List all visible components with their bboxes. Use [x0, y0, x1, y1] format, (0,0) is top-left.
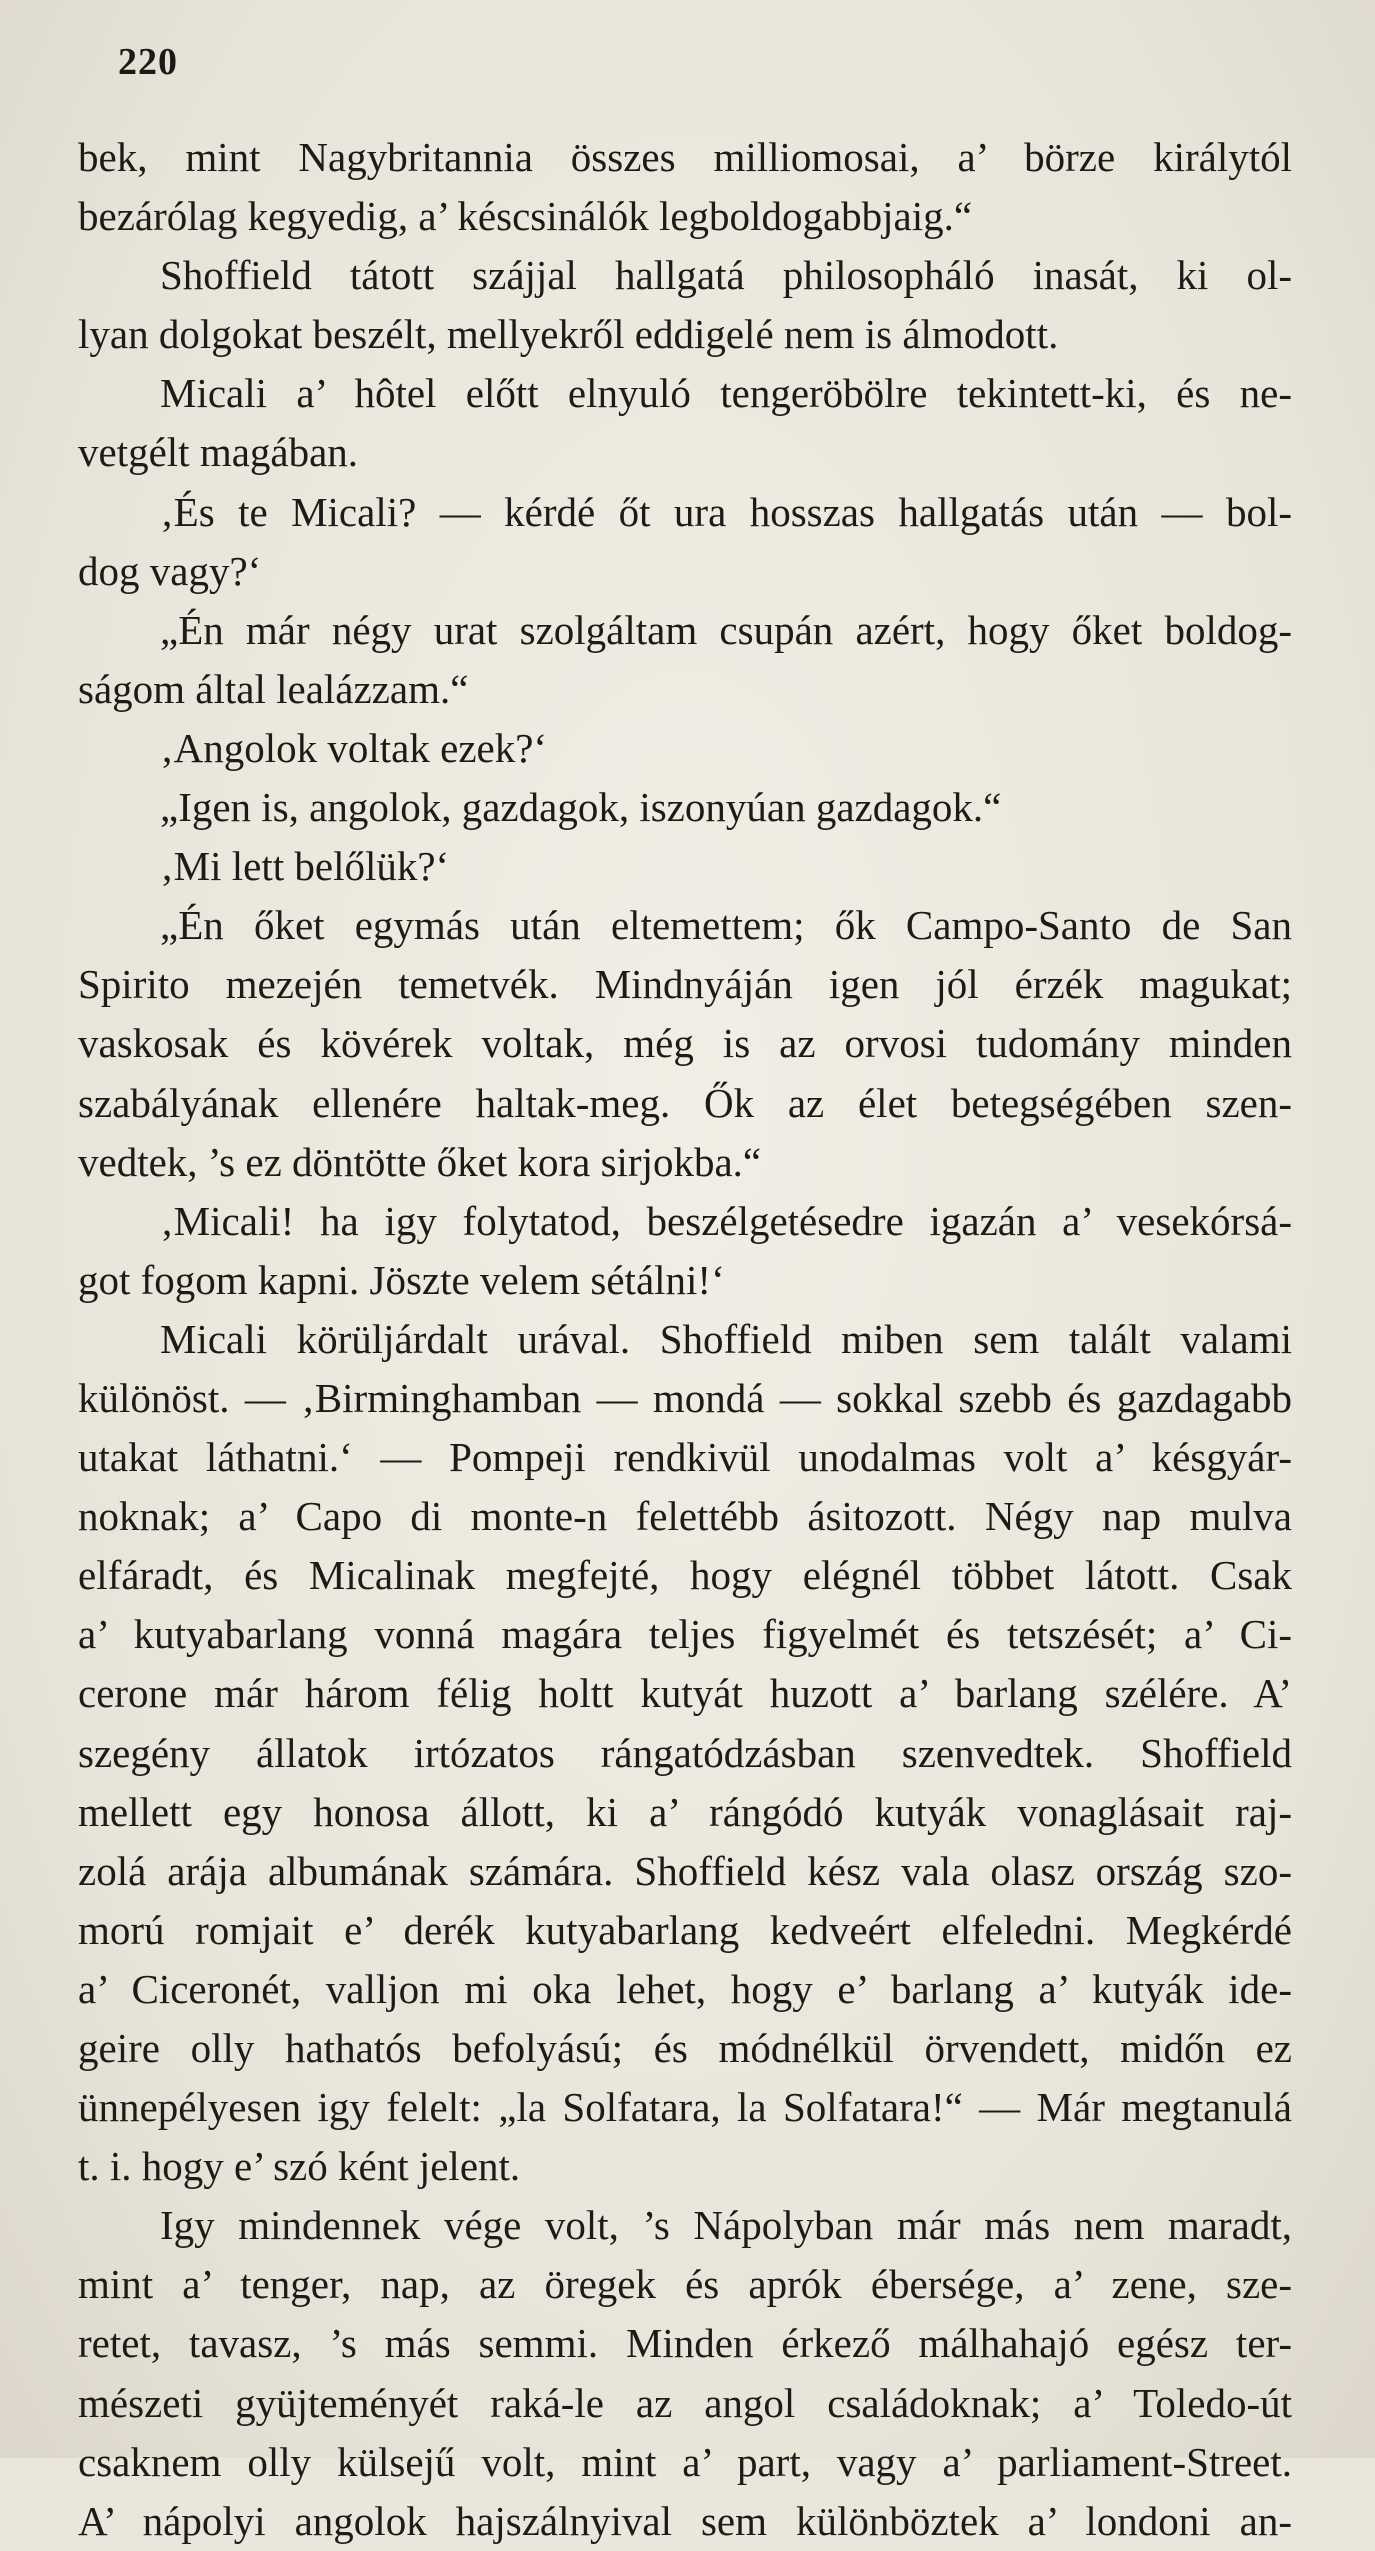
text-line: mellett egy honosa állott, ki a’ rángódó kutyák vonaglásait raj-: [78, 1788, 1292, 1835]
text-line: A’ nápolyi angolok hajszálnyival sem különböztek a’ londoni an-: [78, 2497, 1292, 2544]
text-line: „Igen is, angolok, gazdagok, iszonyúan gazdagok.“: [160, 784, 1002, 831]
text-line: csaknem olly külsejű volt, mint a’ part, vagy a’ parliament-Street.: [78, 2438, 1292, 2485]
text-line: szegény állatok irtózatos rángatódzásban szenvedtek. Shoffield: [78, 1729, 1292, 1776]
text-line: ‚És te Micali? — kérdé őt ura hosszas hallgatás után — bol-: [160, 488, 1292, 535]
text-line: vetgélt magában.: [78, 429, 359, 476]
text-line: Spirito mezején temetvék. Mindnyáján igen jól érzék magukat;: [78, 961, 1292, 1008]
text-line: morú romjait e’ derék kutyabarlang kedveért elfeledni. Megkérdé: [78, 1906, 1292, 1953]
text-line: bek, mint Nagybritannia összes milliomosai, a’ börze királytól: [78, 134, 1292, 180]
text-line: ünnepélyesen igy felelt: „la Solfatara, la Solfatara!“ — Már megtanulá: [78, 2084, 1292, 2131]
text-line: Igy mindennek vége volt, ’s Nápolyban már más nem maradt,: [160, 2202, 1292, 2249]
text-line: zolá arája albumának számára. Shoffield kész vala olasz ország szo-: [78, 1847, 1292, 1894]
text-line: különöst. — ‚Birminghamban — mondá — sokkal szebb és gazdagabb: [78, 1374, 1292, 1421]
text-line: ‚Micali! ha igy folytatod, beszélgetésedre igazán a’ vesekórsá-: [160, 1197, 1292, 1244]
text-line: ságom által lealázzam.“: [78, 665, 469, 712]
text-line: a’ kutyabarlang vonná magára teljes figyelmét és tetszését; a’ Ci-: [78, 1611, 1292, 1658]
body-text: [78, 128, 1292, 2551]
text-line: dog vagy?‘: [78, 547, 262, 594]
text-line: „Én már négy urat szolgáltam csupán azért, hogy őket boldog-: [160, 606, 1292, 653]
page-number: 220: [118, 41, 178, 83]
text-line: bezárólag kegyedig, a’ késcsinálók legboldogabbjaig.“: [78, 193, 973, 240]
text-line: szabályának ellenére haltak-meg. Ők az élet betegségében szen-: [78, 1079, 1292, 1126]
text-line: mészeti gyüjteményét raká-le az angol családoknak; a’ Toledo-út: [78, 2379, 1292, 2426]
text-line: utakat láthatni.‘ — Pompeji rendkivül unodalmas volt a’ késgyár-: [78, 1434, 1292, 1481]
text-line: elfáradt, és Micalinak megfejté, hogy elégnél többet látott. Csak: [78, 1552, 1292, 1599]
text-line: noknak; a’ Capo di monte-n felettébb ásitozott. Négy nap mulva: [78, 1493, 1292, 1540]
text-line: „Én őket egymás után eltemettem; ők Campo-Santo de San: [160, 902, 1292, 949]
text-line: t. i. hogy e’ szó ként jelent.: [78, 2143, 521, 2190]
text-line: a’ Ciceronét, valljon mi oka lehet, hogy e’ barlang a’ kutyák ide-: [78, 1965, 1292, 2012]
text-line: got fogom kapni. Jöszte velem sétálni!‘: [78, 1256, 725, 1303]
text-line: ‚Angolok voltak ezek?‘: [160, 724, 548, 771]
text-line: Micali a’ hôtel előtt elnyuló tengeröbölre tekintett-ki, és ne-: [160, 370, 1292, 417]
text-line: cerone már három félig holtt kutyát huzott a’ barlang szélére. A’: [78, 1670, 1292, 1717]
text-line: Shoffield tátott szájjal hallgatá philosopháló inasát, ki ol-: [160, 252, 1292, 299]
text-line: Micali körüljárdalt urával. Shoffield miben sem talált valami: [160, 1315, 1292, 1362]
text-line: lyan dolgokat beszélt, mellyekről eddigelé nem is álmodott.: [78, 311, 1059, 358]
text-line: mint a’ tenger, nap, az öregek és aprók ébersége, a’ zene, sze-: [78, 2261, 1292, 2308]
text-line: vaskosak és kövérek voltak, még is az orvosi tudomány minden: [78, 1020, 1292, 1067]
text-line: vedtek, ’s ez döntötte őket kora sirjokba.“: [78, 1138, 762, 1185]
text-line: ‚Mi lett belőlük?‘: [160, 843, 450, 890]
text-line: geire olly hathatós befolyású; és módnélkül örvendett, midőn ez: [78, 2025, 1292, 2071]
text-line: retet, tavasz, ’s más semmi. Minden érkező málhahajó egész ter-: [78, 2320, 1292, 2367]
